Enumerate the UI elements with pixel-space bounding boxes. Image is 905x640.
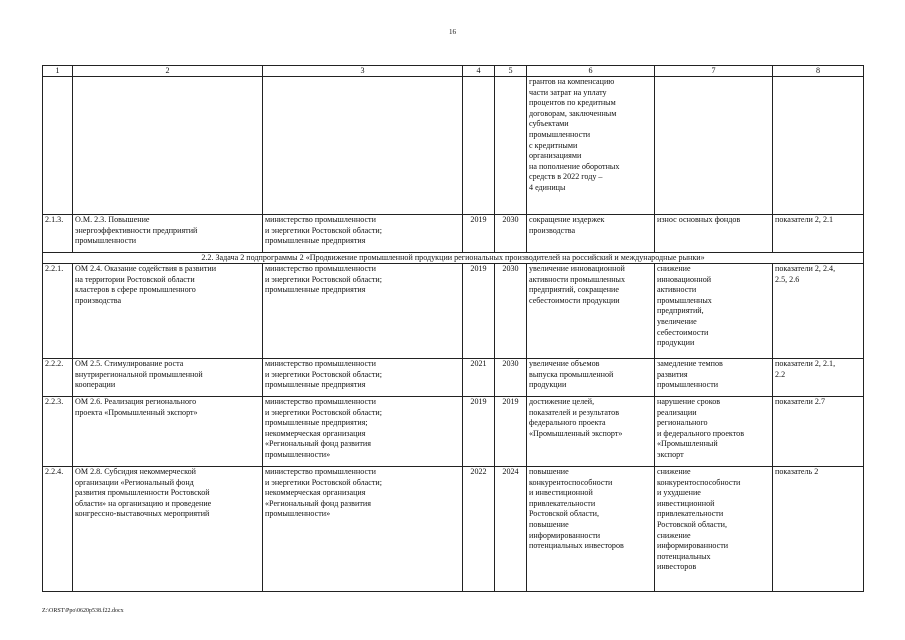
header-cell-5: 5 [495, 66, 527, 77]
cell-start-year [463, 77, 495, 215]
file-path-footer: Z:\ORST\Ppo\0620p538.f22.docx [42, 608, 124, 614]
cell-expected-result: увеличение инновационной активности промышленных предприятий, сокращение себестоимости продукции [527, 264, 655, 359]
cell-end-year [495, 77, 527, 215]
cell-responsible: министерство промышленности и энергетики Ростовской области; некоммерческая организация «Региональный фонд развития промышленности» [263, 467, 463, 592]
cell-number: 2.1.3. [43, 215, 73, 253]
cell-number: 2.2.2. [43, 359, 73, 397]
table-row-2-2-2 [43, 359, 864, 397]
cell-expected-result: сокращение издержек производства [527, 215, 655, 253]
cell-number: 2.2.3. [43, 397, 73, 467]
table-row-2-1-3 [43, 215, 864, 253]
cell-indicators [773, 77, 864, 215]
cell-measure: ОМ 2.6. Реализация регионального проекта «Промышленный экспорт» [73, 397, 263, 467]
table-header-row [43, 66, 864, 77]
cell-indicators: показатель 2 [773, 467, 864, 592]
table-row-2-2-4 [43, 467, 864, 592]
cell-start-year: 2019 [463, 397, 495, 467]
measures-table [42, 65, 864, 592]
table-row-2-2-1 [43, 264, 864, 359]
section-title-task-2: 2.2. Задача 2 подпрограммы 2 «Продвижение промышленной продукции региональных производителей на российский и международные рынки» [43, 253, 864, 264]
cell-start-year: 2019 [463, 215, 495, 253]
cell-expected-result: увеличение объемов выпуска промышленной продукции [527, 359, 655, 397]
header-cell-4: 4 [463, 66, 495, 77]
cell-responsible: министерство промышленности и энергетики Ростовской области; промышленные предприятия [263, 264, 463, 359]
cell-expected-result: повышение конкурентоспособности и инвестиционной привлекательности Ростовской области, повышение информированности потенциальных инвесторов [527, 467, 655, 592]
section-row-2-2 [43, 253, 864, 264]
header-cell-7: 7 [655, 66, 773, 77]
header-cell-8: 8 [773, 66, 864, 77]
header-cell-6: 6 [527, 66, 655, 77]
table-row-2-2-3 [43, 397, 864, 467]
cell-measure: О.М. 2.3. Повышение энергоэффективности предприятий промышленности [73, 215, 263, 253]
cell-indicators: показатели 2, 2.1 [773, 215, 864, 253]
measures-table-container [42, 65, 863, 592]
cell-number: 2.2.4. [43, 467, 73, 592]
cell-consequences: снижение конкурентоспособности и ухудшение инвестиционной привлекательности Ростовской области, снижение информированности потенциальных инвесторов [655, 467, 773, 592]
cell-consequences [655, 77, 773, 215]
cell-consequences: замедление темпов развития промышленности [655, 359, 773, 397]
cell-start-year: 2019 [463, 264, 495, 359]
cell-indicators: показатели 2, 2.4, 2.5, 2.6 [773, 264, 864, 359]
cell-responsible: министерство промышленности и энергетики Ростовской области; промышленные предприятия [263, 215, 463, 253]
cell-expected-result: достижение целей, показателей и результатов федерального проекта «Промышленный экспорт» [527, 397, 655, 467]
cell-end-year: 2030 [495, 215, 527, 253]
cell-indicators: показатели 2, 2.1, 2.2 [773, 359, 864, 397]
cell-measure [73, 77, 263, 215]
cell-indicators: показатели 2.7 [773, 397, 864, 467]
cell-end-year: 2019 [495, 397, 527, 467]
cell-measure: ОМ 2.4. Оказание содействия в развитии на территории Ростовской области кластеров в сфере промышленного производства [73, 264, 263, 359]
cell-measure: ОМ 2.8. Субсидия некоммерческой организации «Региональный фонд развития промышленности Ростовской области» на организацию и проведение конгрессно-выставочных мероприятий [73, 467, 263, 592]
cell-responsible: министерство промышленности и энергетики Ростовской области; промышленные предприятия [263, 359, 463, 397]
cell-expected-result: грантов на компенсацию части затрат на уплату процентов по кредитным договорам, заключенным субъектами промышленности с кредитными организациями на пополнение оборотных средств в 2022 году – 4 единицы [527, 77, 655, 215]
cell-start-year: 2022 [463, 467, 495, 592]
cell-responsible [263, 77, 463, 215]
cell-end-year: 2030 [495, 359, 527, 397]
header-cell-3: 3 [263, 66, 463, 77]
cell-end-year: 2030 [495, 264, 527, 359]
cell-end-year: 2024 [495, 467, 527, 592]
cell-consequences: износ основных фондов [655, 215, 773, 253]
table-row-continuation [43, 77, 864, 215]
header-cell-1: 1 [43, 66, 73, 77]
cell-responsible: министерство промышленности и энергетики Ростовской области; промышленные предприятия; некоммерческая организация «Региональный фонд развития промышленности» [263, 397, 463, 467]
header-cell-2: 2 [73, 66, 263, 77]
cell-start-year: 2021 [463, 359, 495, 397]
cell-number [43, 77, 73, 215]
cell-measure: ОМ 2.5. Стимулирование роста внутрирегиональной промышленной кооперации [73, 359, 263, 397]
cell-consequences: снижение инновационной активности промышленных предприятий, увеличение себестоимости продукции [655, 264, 773, 359]
page-number: 16 [449, 28, 456, 36]
cell-number: 2.2.1. [43, 264, 73, 359]
cell-consequences: нарушение сроков реализации регионального и федерального проектов «Промышленный экспорт [655, 397, 773, 467]
